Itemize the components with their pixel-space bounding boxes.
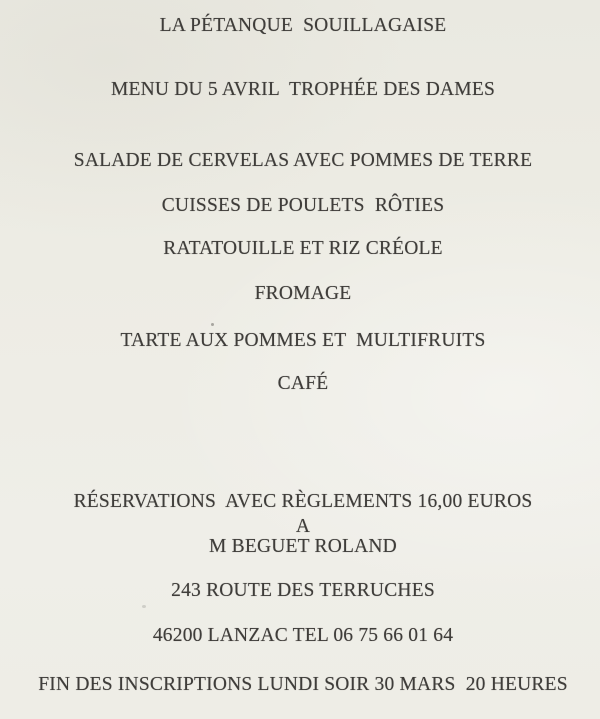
menu-item-dessert: TARTE AUX POMMES ET MULTIFRUITS: [120, 330, 486, 351]
reservation-to-line: A: [295, 516, 311, 537]
menu-item-starter: SALADE DE CERVELAS AVEC POMMES DE TERRE: [73, 150, 533, 171]
reservation-contact-name: M BEGUET ROLAND: [209, 536, 397, 557]
menu-item-cheese: FROMAGE: [254, 283, 352, 304]
menu-item-main: CUISSES DE POULETS RÔTIES: [161, 195, 445, 216]
scan-speck: [211, 323, 214, 326]
reservation-address-city-phone: 46200 LANZAC TEL 06 75 66 01 64: [152, 625, 454, 646]
reservation-payment-line: RÉSERVATIONS AVEC RÈGLEMENTS 16,00 EUROS: [73, 491, 533, 512]
scan-speck: [142, 605, 146, 608]
menu-item-side: RATATOUILLE ET RIZ CRÉOLE: [163, 238, 443, 259]
deadline-line: FIN DES INSCRIPTIONS LUNDI SOIR 30 MARS 20 HEURES: [38, 674, 568, 695]
menu-item-coffee: CAFÉ: [277, 373, 329, 394]
document-title: LA PÉTANQUE SOUILLAGAISE: [159, 15, 447, 36]
reservation-address-street: 243 ROUTE DES TERRUCHES: [171, 580, 435, 601]
menu-subtitle: MENU DU 5 AVRIL TROPHÉE DES DAMES: [110, 79, 495, 100]
